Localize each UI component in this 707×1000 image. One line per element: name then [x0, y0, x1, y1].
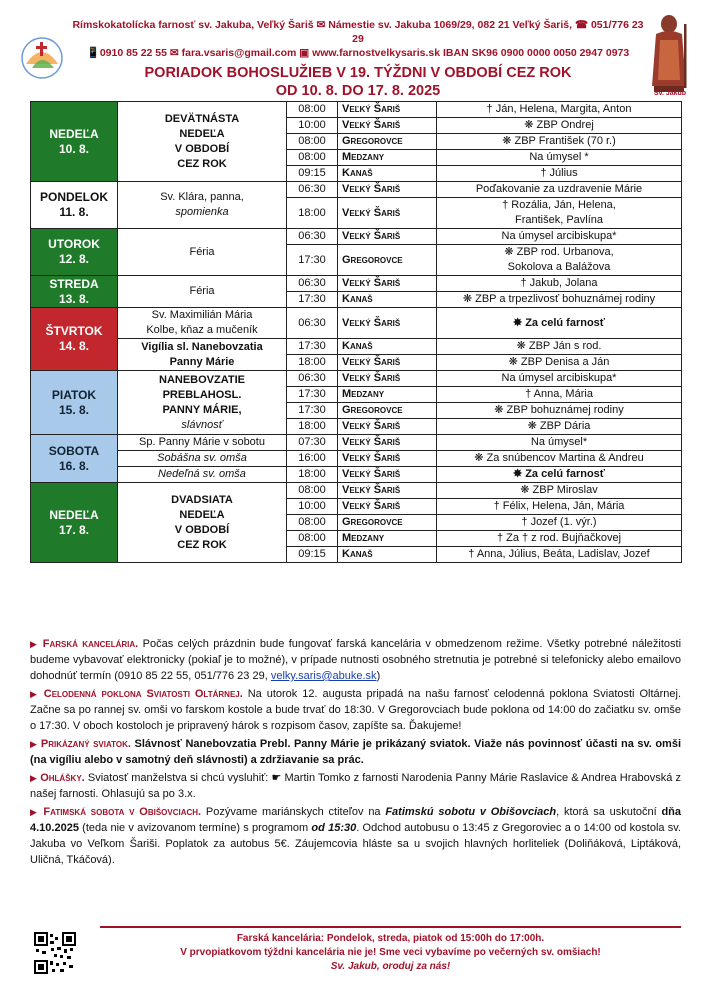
occasion-cell: DEVÄTNÁSTA NEDEĽA V OBDOBÍ CEZ ROK — [118, 102, 287, 182]
announcement-banns: ▶ Ohlášky. Sviatosť manželstva si chcú vysluhiť: ☛ Martin Tomko z farnosti Narodenia Panny Márie Raslavice & Andrea Hrabovská z našej farnosti. Ohlasujú sa po 3.x. — [30, 772, 682, 800]
triangle-bullet-icon: ▶ — [30, 773, 38, 783]
table-row: 10:00 Veľký Šariš † Félix, Helena, Ján, Mária — [31, 499, 682, 515]
table-row: 17:30 Gregorovce ❋ ZBP bohuznámej rodiny — [31, 403, 682, 419]
qr-code-icon — [34, 932, 76, 974]
saint-james-statue-icon — [640, 10, 698, 98]
page-title: PORIADOK BOHOSLUŽIEB V 19. TÝŽDNI V OBDOBÍ CEZ ROK — [144, 65, 572, 81]
day-cell-sunday-17: NEDEĽA 17. 8. — [31, 483, 118, 563]
parish-logo-icon — [14, 34, 70, 82]
table-row: 08:00 Gregorovce † Jozef (1. výr.) — [31, 515, 682, 531]
day-cell-wednesday-13: STREDA 13. 8. — [31, 276, 118, 308]
occasion-cell: NANEBOVZATIE PREBLAHOSL. PANNY MÁRIE, slávnosť — [118, 371, 287, 435]
table-row: Nedeľná sv. omša 18:00 Veľký Šariš ✸ Za celú farnosť — [31, 467, 682, 483]
day-cell-saturday-16: SOBOTA 16. 8. — [31, 435, 118, 483]
page-subtitle: OD 10. 8. DO 17. 8. 2025 — [275, 83, 441, 99]
table-row: 09:15 Kanaš † Július — [31, 166, 682, 182]
occasion-cell: Sobášna sv. omša — [118, 451, 287, 467]
office-hours: Farská kancelária: Pondelok, streda, piatok od 15:00h do 17:00h. — [236, 933, 545, 944]
occasion-cell: Féria — [118, 229, 287, 276]
day-cell-thursday-14: ŠTVRTOK 14. 8. — [31, 308, 118, 371]
triangle-bullet-icon: ▶ — [30, 639, 39, 649]
triangle-bullet-icon: ▶ — [30, 689, 39, 699]
triangle-bullet-icon: ▶ — [30, 807, 39, 817]
occasion-cell: DVADSIATA NEDEĽA V OBDOBÍ CEZ ROK — [118, 483, 287, 563]
day-cell-tuesday-12: UTOROK 12. 8. — [31, 229, 118, 276]
occasion-cell: Féria — [118, 276, 287, 308]
intention-cell: † Ján, Helena, Margita, Anton — [437, 102, 682, 118]
email-link[interactable]: velky.saris@abuke.sk — [270, 670, 377, 682]
table-row: 17:30 Kanaš ❋ ZBP a trpezlivosť bohuznámej rodiny — [31, 292, 682, 308]
footer — [100, 932, 681, 974]
table-row: ŠTVRTOK 14. 8. Sv. Maximilián Mária Kolbe, kňaz a mučeník 06:30 Veľký Šariš ✸ Za celú farnosť — [31, 308, 682, 339]
occasion-cell: Sv. Maximilián Mária Kolbe, kňaz a mučeník — [118, 308, 287, 339]
announcement-fatima: ▶ Fatimská sobota v Obišovciach. Pozývame mariánskych ctiteľov na Fatimskú sobotu v Obišovciach, ktorá sa uskutoční dňa 4.10.2025 (teda nie v avizovanom termíne) s programom od 15:30. Odchod autobusu o 13:45 z Gregoroviec a o 14:00 od kostola sv. Jakuba vo Veľkom Šariši. Poplatok za autobus 5€. Záujemcovia hláste sa u svojich hlavných horliteliek (Doliňáková, Liptáková, Uličná, Tkáčová). — [30, 806, 682, 866]
time-cell: 08:00 — [287, 102, 338, 118]
table-row — [31, 102, 682, 118]
table-row: UTOROK 12. 8. Féria 06:30 Veľký Šariš Na úmysel arcibiskupa* — [31, 229, 682, 245]
day-cell-sunday-10: NEDEĽA 10. 8. — [31, 102, 118, 182]
table-row: 17:30 Gregorovce ❋ ZBP rod. Urbanova, Sokolova a Balážova — [31, 245, 682, 276]
day-cell-monday-11: PONDELOK 11. 8. — [31, 182, 118, 229]
table-row: Sobášna sv. omša 16:00 Veľký Šariš ❋ Za snúbencov Martina & Andreu — [31, 451, 682, 467]
table-row: 18:00 Veľký Šariš ❋ ZBP Denisa a Ján — [31, 355, 682, 371]
table-row: 10:00 Veľký Šariš ❋ ZBP Ondrej — [31, 118, 682, 134]
table-row: PIATOK 15. 8. NANEBOVZATIE PREBLAHOSL. PANNY MÁRIE, slávnosť 06:30 Veľký Šariš Na úmysel arcibiskupa* — [31, 371, 682, 387]
occasion-cell: Sp. Panny Márie v sobotu — [118, 435, 287, 451]
day-cell-friday-15: PIATOK 15. 8. — [31, 371, 118, 435]
saint-caption: Sv. Jakub — [653, 90, 687, 97]
table-row: 08:00 Medzany Na úmysel * — [31, 150, 682, 166]
header-contact-line: 📱0910 85 22 55 ✉ fara.vsaris@gmail.com ▣ www.farnostvelkysaris.sk IBAN SK96 0900 0000 0050 2947 0973 — [86, 47, 630, 59]
announcement-adoration: ▶ Celodenná poklona Sviatosti Oltárnej. Na utorok 12. augusta pripadá na našu farnosť celodenná poklona Sviatosti Oltárnej. Začne sa po rannej sv. omši vo farskom kostole a bude trvať do 18:30. V Gregorovciach bude poklona od 14:00 do začiatku sv. omše o 17:30. V oboch kostoloch je pripravený hárok s rozpisom časov, zapíšte sa. Ďakujeme! — [30, 688, 682, 732]
table-row: 08:00 Medzany † Za † z rod. Bujňačkovej — [31, 531, 682, 547]
table-row: 18:00 Veľký Šariš ❋ ZBP Dária — [31, 419, 682, 435]
announcement-holy-day: ▶ Prikázaný sviatok. Slávnosť Nanebovzatia Prebl. Panny Márie je prikázaný sviatok. Viaže nás povinnosť účasti na sv. omši (na vigíliu alebo v samotný deň slávnosti) a zdržiavanie sa prác. — [30, 738, 682, 766]
table-row: NEDEĽA 17. 8. DVADSIATA NEDEĽA V OBDOBÍ CEZ ROK 08:00 Veľký Šariš ❋ ZBP Miroslav — [31, 483, 682, 499]
footer-prayer: Sv. Jakub, oroduj za nás! — [330, 961, 451, 972]
schedule-table — [30, 101, 682, 563]
table-row: 08:00 Gregorovce ❋ ZBP František (70 r.) — [31, 134, 682, 150]
header-address-line: Rímskokatolícka farnosť sv. Jakuba, Veľký Šariš ✉ Námestie sv. Jakuba 1069/29, 082 21 Veľký Šariš, ☎ 051/776 23 29 — [72, 19, 644, 45]
announcement-office: ▶ Farská kancelária. Počas celých prázdnin bude fungovať farská kancelária v obmedzenom režime. Všetky potrebné náležitosti budeme vybavovať elektronicky (pokiaľ je to možné), v prípade nutnosti osobného stretnutia je potrebné si telefonicky alebo emailovo dohodnúť termín (0910 85 22 55, 051/776 23 29, velky.saris@abuke.sk) — [30, 638, 682, 682]
announcements — [30, 636, 681, 870]
table-row: STREDA 13. 8. Féria 06:30 Veľký Šariš † Jakub, Jolana — [31, 276, 682, 292]
occasion-cell: Sv. Klára, panna, spomienka — [118, 182, 287, 229]
table-row: 09:15 Kanaš † Anna, Július, Beáta, Ladislav, Jozef — [31, 547, 682, 563]
occasion-cell: Nedeľná sv. omša — [118, 467, 287, 483]
table-row: PONDELOK 11. 8. Sv. Klára, panna, spomienka 06:30 Veľký Šariš Poďakovanie za uzdravenie Márie — [31, 182, 682, 198]
table-row: 18:00 Veľký Šariš † Rozália, Ján, Helena, František, Pavlína — [31, 198, 682, 229]
triangle-bullet-icon: ▶ — [30, 739, 38, 749]
place-cell: Veľký Šariš — [338, 102, 437, 118]
table-row: 17:30 Medzany † Anna, Mária — [31, 387, 682, 403]
footer-divider — [100, 926, 681, 928]
table-row: SOBOTA 16. 8. Sp. Panny Márie v sobotu 07:30 Veľký Šariš Na úmysel* — [31, 435, 682, 451]
occasion-cell: Vigília sl. Nanebovzatia Panny Márie — [118, 339, 287, 371]
table-row: Vigília sl. Nanebovzatia Panny Márie 17:30 Kanaš ❋ ZBP Ján s rod. — [31, 339, 682, 355]
office-note: V prvopiatkovom týždni kancelária nie je! Sme veci vybavíme po večerných sv. omšiach! — [180, 947, 601, 958]
